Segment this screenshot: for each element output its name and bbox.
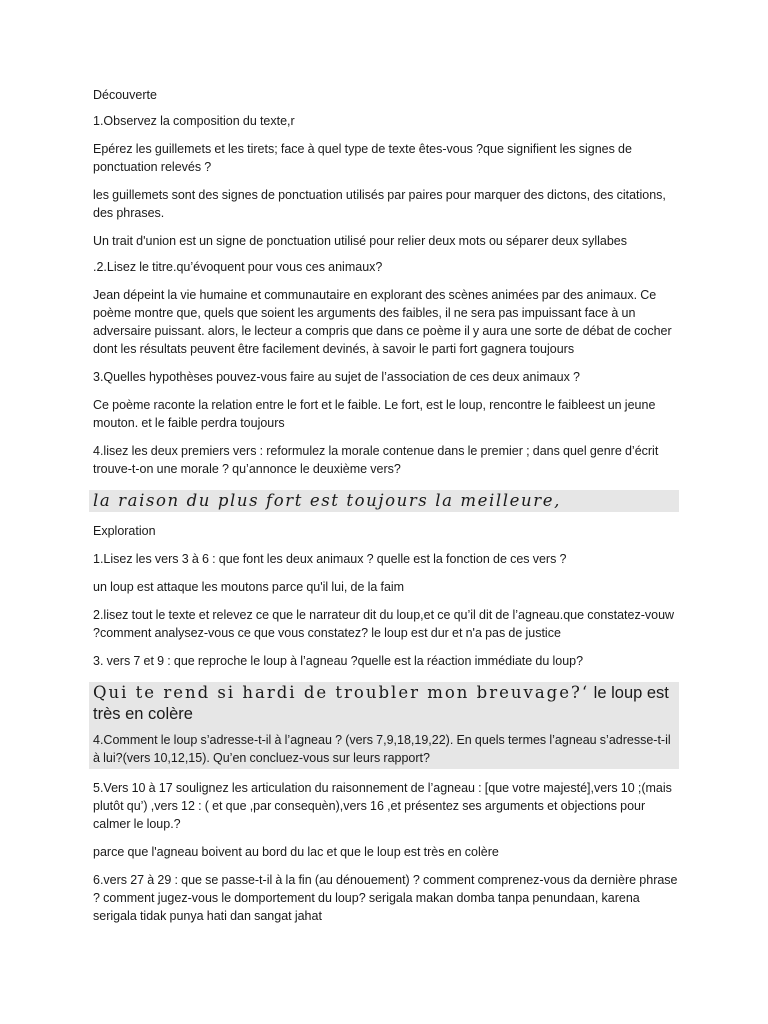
exploration-answer-5: parce que l'agneau boivent au bord du lac et que le loup est très en colère bbox=[93, 845, 499, 859]
question-3: 3.Quelles hypothèses pouvez-vous faire au sujet de l’association de ces deux animaux ? bbox=[93, 370, 580, 384]
exploration-question-3: 3. vers 7 et 9 : que reproche le loup à l’agneau ?quelle est la réaction immédiate du loup? bbox=[93, 654, 584, 668]
exploration-answer-1: un loup est attaque les moutons parce qu'il lui, de la faim bbox=[93, 580, 405, 594]
exploration-question-4: 4.Comment le loup s’adresse-t-il à l’agneau ? (vers 7,9,18,19,22). En quels termes l’agneau s’adresse-t-il à lui?(vers 10,12,15). Qu’en concluez-vous sur leurs rapport? bbox=[93, 733, 671, 765]
highlighted-block bbox=[89, 682, 679, 769]
answer-2: Jean dépeint la vie humaine et communautaire en explorant des scènes animées par des animaux. Ce poème montre que, quels que soient les arguments des faibles, il ne sera pas impuissant face à un adversaire puissant. alors, le lecteur a compris que dans ce poème il y aura une sorte de débat de cocher dont les résultats peuvent être facilement devinés, à savoir le parti fort gagnera toujours bbox=[93, 288, 672, 356]
moral-quote: la raison du plus fort est toujours la meilleure, bbox=[89, 490, 679, 512]
exploration-question-5: 5.Vers 10 à 17 soulignez les articulation du raisonnement de l’agneau : [que votre majesté],vers 10 ;(mais plutôt qu’) ,vers 12 : ( et que ,par consequèn),vers 16 ,et présentez ses arguments et objections pour calmer le loup.? bbox=[93, 781, 672, 831]
answer-3: Ce poème raconte la relation entre le fort et le faible. Le fort, est le loup, rencontre le faibleest un jeune mouton. et le faible perdra toujours bbox=[93, 398, 656, 430]
question-1-detail: Epérez les guillemets et les tirets; face à quel type de texte êtes-vous ?que signifient les signes de ponctuation relevés ? bbox=[93, 142, 632, 174]
section-heading-exploration: Exploration bbox=[93, 524, 156, 538]
wolf-quote bbox=[93, 682, 679, 725]
answer-1-quotes: les guillemets sont des signes de ponctuation utilisés par paires pour marquer des dictons, des citations, des phrases. bbox=[93, 188, 666, 220]
question-1: 1.Observez la composition du texte,r bbox=[93, 114, 295, 128]
question-2: .2.Lisez le titre.qu’évoquent pour vous ces animaux? bbox=[93, 260, 383, 274]
question-4: 4.lisez les deux premiers vers : reformulez la morale contenue dans le premier ; dans quel genre d’écrit trouve-t-on une morale ? qu’annonce le deuxième vers? bbox=[93, 444, 659, 476]
wolf-quote-verse: Qui te rend si hardi de troubler mon breuvage?‘ bbox=[93, 683, 590, 702]
exploration-question-6: 6.vers 27 à 29 : que se passe-t-il à la fin (au dénouement) ? comment comprenez-vous da dernière phrase ? comment jugez-vous le domportement du loup? serigala makan domba tanpa penundaan, karena serigala tidak punya hati dan sangat jahat bbox=[93, 873, 678, 923]
wolf-quote-comment: le loup est très en colère bbox=[93, 684, 669, 723]
exploration-question-1: 1.Lisez les vers 3 à 6 : que font les deux animaux ? quelle est la fonction de ces vers ? bbox=[93, 552, 567, 566]
section-heading-decouverte: Découverte bbox=[93, 88, 157, 102]
exploration-question-2: 2.lisez tout le texte et relevez ce que le narrateur dit du loup,et ce qu’il dit de l’agneau.que constatez-vouw ?comment analysez-vous ce que vous constatez? le loup est dur et n'a pas de justice bbox=[93, 608, 675, 640]
answer-1-hyphen: Un trait d'union est un signe de ponctuation utilisé pour relier deux mots ou séparer deux syllabes bbox=[93, 234, 628, 248]
document-page bbox=[93, 86, 683, 925]
